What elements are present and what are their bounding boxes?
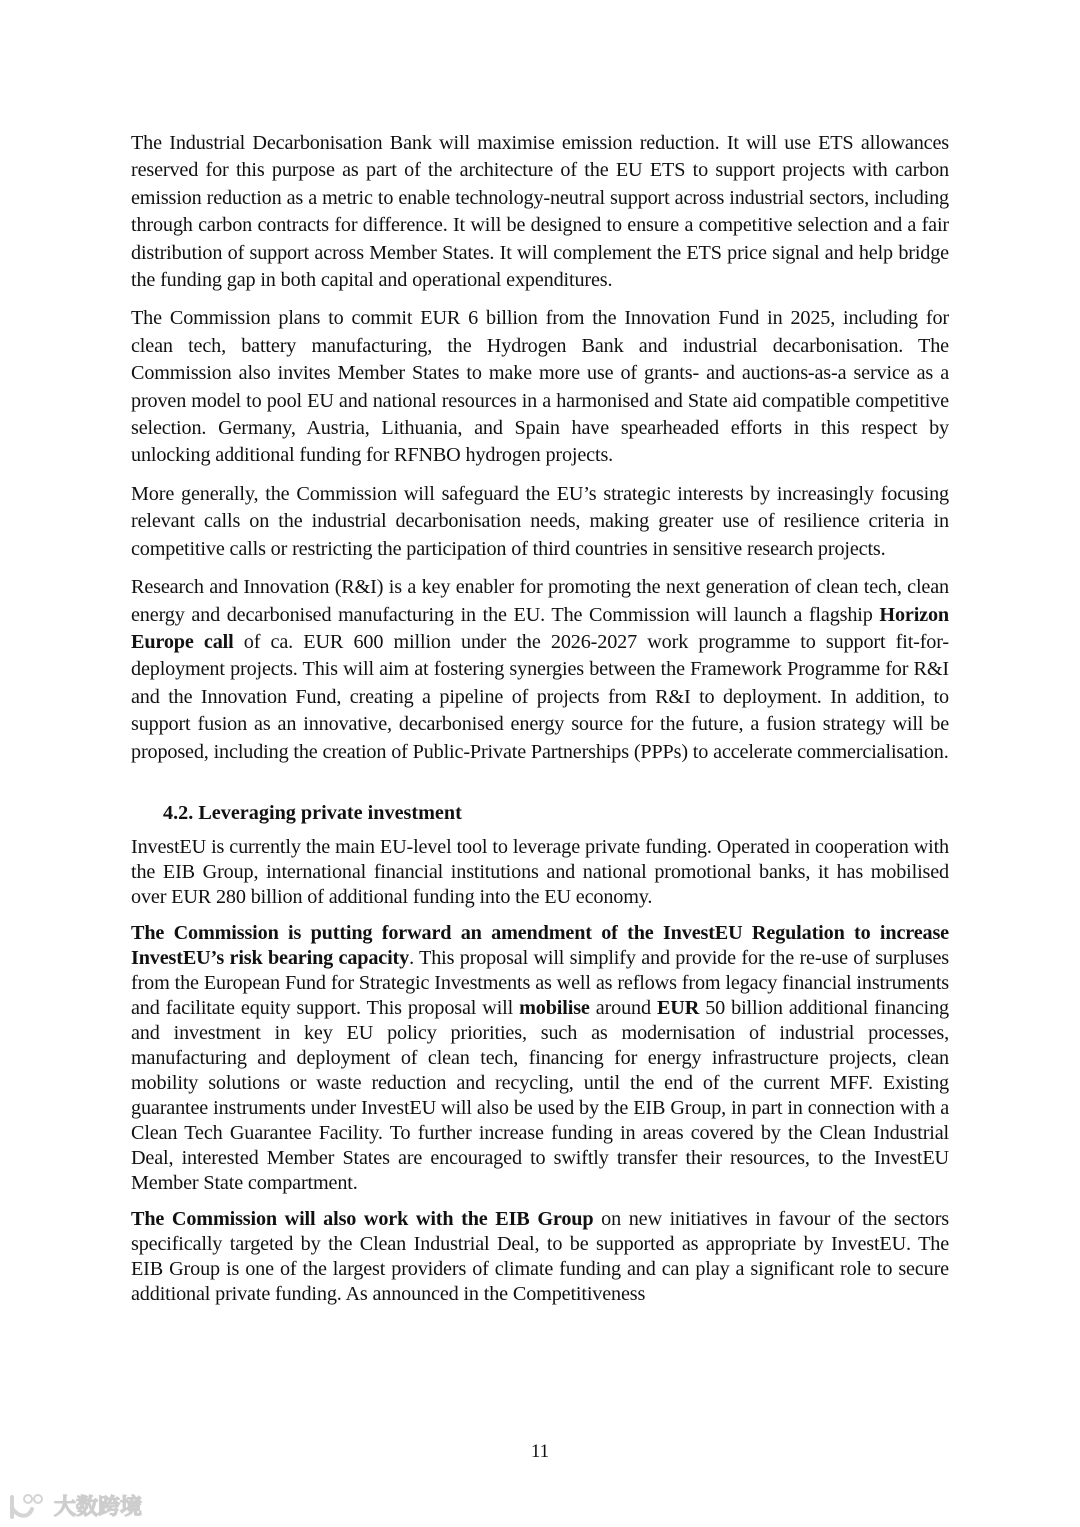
watermark-text: 大数跨境: [54, 1495, 143, 1520]
text-segment: on new initiatives in favour of the sectors specifically targeted by the Clean Industrial Deal, to be supported as appropriate by InvestEU. The EIB Group is one of the largest providers of climate funding and can play a significant role to secure additional private funding. As announced in the Competitiveness: [131, 1207, 949, 1305]
paragraph-investeu-overview: [131, 835, 949, 910]
page-number: 11: [530, 1441, 550, 1462]
paragraph-strategic-interests: [131, 481, 949, 563]
text-segment: Research and Innovation (R&I) is a key enabler for promoting the next generation of clean tech, clean energy and decarbonised manufacturing in the EU. The Commission will launch a flagship: [131, 576, 949, 626]
paragraph-industrial-decarbonisation-bank: [131, 130, 949, 294]
text-segment: . This proposal will simplify and provide for the re-use of surpluses from the European Fund for Strategic Investments as well as reflows from legacy financial instruments and facilitate equity support. This proposal will: [131, 946, 950, 1019]
text-segment: of ca. EUR 600 million under the 2026-2027 work programme to support fit-for-deployment projects. This will aim at fostering synergies between the Framework Programme for R&I and the Innovation Fund, creating a pipeline of projects from R&I to deployment. In addition, to support fusion as an innovative, decarbonised energy source for the future, a fusion strategy will be proposed, including the creation of Public-Private Partnerships (PPPs) to accelerate commercialisation.: [131, 630, 949, 763]
text-segment: InvestEU is currently the main EU-level tool to leverage private funding. Operated in cooperation with the EIB Group, international financial institutions and national promotional banks, it has mobilised over EUR 280 billion of additional funding into the EU economy.: [131, 835, 949, 908]
text-segment: 50 billion additional financing and investment in key EU policy priorities, such as modernisation of industrial processes, manufacturing and deployment of clean tech, financing for energy infrastructure projects, clean mobility solutions or waste reduction and recycling, until the end of the current MFF. Existing guarantee instruments under InvestEU will also be used by the EIB Group, in part in connection with a Clean Tech Guarantee Facility. To further increase funding in areas covered by the Clean Industrial Deal, interested Member States are encouraged to swiftly transfer their resources, to the InvestEU Member State compartment.: [131, 996, 949, 1194]
section-heading: 4.2. Leveraging private investment: [163, 801, 462, 824]
paragraph-innovation-fund: [131, 305, 949, 469]
paragraph-research-innovation: [131, 574, 949, 766]
k100-logo-icon: [8, 1491, 48, 1521]
text-segment: The Commission plans to commit EUR 6 billion from the Innovation Fund in 2025, including for clean tech, battery manufacturing, the Hydrogen Bank and industrial decarbonisation. The Commission also invites Member States to make more use of grants- and auctions-as-a service as a proven model to pool EU and national resources in a harmonised and State aid compatible competitive selection. Germany, Austria, Lithuania, and Spain have spearheaded efforts in this respect by unlocking additional funding for RFNBO hydrogen projects.: [131, 307, 949, 467]
text-segment: The Industrial Decarbonisation Bank will maximise emission reduction. It will use ETS allowances reserved for this purpose as part of the architecture of the EU ETS to support projects with carbon emission reduction as a metric to enable technology-neutral support across industrial sectors, including through carbon contracts for difference. It will be designed to ensure a competitive selection and a fair distribution of support across Member States. It will complement the ETS price signal and help bridge the funding gap in both capital and operational expenditures.: [131, 132, 949, 292]
bold-text-segment: The Commission will also work with the EIB Group: [131, 1207, 594, 1230]
bold-text-segment: Horizon Europe call: [131, 603, 949, 653]
text-segment: around: [589, 996, 657, 1019]
watermark: [8, 1490, 142, 1521]
paragraph-eib-group: [131, 1207, 949, 1307]
bold-text-segment: The Commission is putting forward an amendment of the InvestEU Regulation to increase InvestEU’s risk bearing capacity: [131, 921, 949, 969]
text-segment: More generally, the Commission will safeguard the EU’s strategic interests by increasingly focusing relevant calls on the industrial decarbonisation needs, making greater use of resilience criteria in competitive calls or restricting the participation of third countries in sensitive research projects.: [131, 482, 949, 560]
bold-text-segment: mobilise: [519, 996, 590, 1019]
bold-text-segment: EUR: [656, 996, 700, 1019]
paragraph-investeu-amendment: [131, 921, 949, 1196]
document-page: [131, 130, 949, 1318]
